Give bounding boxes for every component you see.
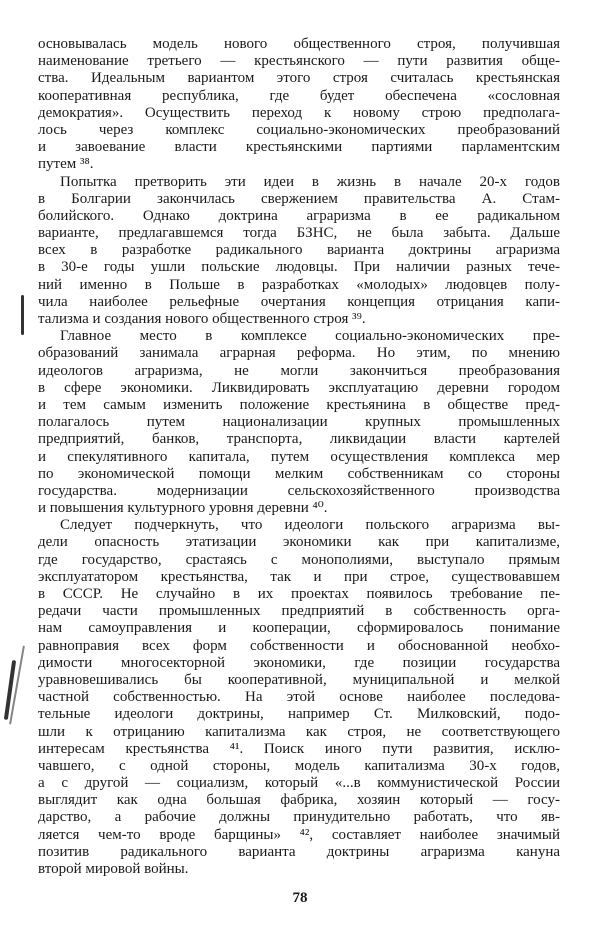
- text-line: дели опасность этатизации экономики как при капитализме,: [38, 534, 560, 551]
- text-line: путем ³⁸.: [38, 156, 94, 173]
- text-line: нам самоуправления и кооперации, сформировалось понимание: [38, 620, 560, 637]
- text-line: Попытка претворить эти идеи в жизнь в начале 20-х годов: [60, 173, 560, 190]
- text-line: эксплуататором крестьянства, так и при строе, существовавшем: [38, 568, 560, 585]
- text-line: по экономической помощи мелким собственникам со стороны: [38, 465, 560, 482]
- paragraph: [38, 174, 560, 329]
- text-line: в сфере экономики. Ликвидировать эксплуатацию деревни городом: [38, 379, 560, 396]
- text-line: тельные идеологи доктрины, например Ст. Милковский, подо-: [38, 706, 560, 723]
- text-line: Главное место в комплексе социально-экономических пре-: [60, 328, 560, 345]
- text-line: тализма и создания нового общественного строя ³⁹.: [38, 311, 366, 327]
- text-line: равноправия всех форм собственности и обоснованной необхо-: [38, 637, 560, 654]
- margin-pencil-mark: [21, 295, 24, 335]
- paragraph: [38, 328, 560, 517]
- text-line: редачи части промышленных предприятий в собственность орга-: [38, 603, 560, 620]
- text-line: и тем самым изменить положение крестьянина в обществе пред-: [38, 396, 560, 413]
- text-line: чила наиболее рельефные очертания концепция отрицания капи-: [38, 293, 560, 310]
- text-line: болийского. Однако доктрина аграризма в ее радикальном: [38, 207, 560, 224]
- text-line: дарство, а рабочие должны принудительно работать, что яв-: [38, 809, 560, 826]
- text-line: интересам крестьянства ⁴¹. Поиск иного пути развития, исклю-: [38, 740, 560, 757]
- text-line: наименование третьего — крестьянского — пути развития обще-: [38, 53, 560, 70]
- text-line: в Болгарии закончилась свержением правительства А. Стам-: [38, 190, 560, 207]
- text-line: шли к отрицанию капитализма как строя, не соответствующего: [38, 723, 560, 740]
- text-line: демократия». Осуществить переход к новому строю предполага-: [38, 104, 560, 121]
- text-line: ляется чем-то вроде барщины» ⁴², составляет наиболее значимый: [38, 826, 560, 843]
- text-line: всех в разработке радикального варианта доктрины аграризма: [38, 242, 560, 259]
- text-line: основывалась модель нового общественного строя, получившая: [38, 36, 560, 52]
- text-line: ний именно в Польше в разработках «молодых» людовцев полу-: [38, 276, 560, 293]
- text-line: идеологов аграризма, не могли закончиться преобразования: [38, 362, 560, 379]
- text-line: полагалось путем национализации крупных промышленных: [38, 414, 560, 431]
- text-line: государства. модернизации сельскохозяйственного производства: [38, 482, 560, 499]
- text-line: в СССР. Не случайно в их проектах появилось требование пе-: [38, 586, 560, 602]
- text-line: предприятий, банков, транспорта, ликвидации власти картелей: [38, 431, 560, 448]
- text-line: и спекулятивного капитала, путем осуществления комплекса мер: [38, 448, 560, 465]
- text-line: чавшего, с одной стороны, модель капитализма 30-х годов,: [38, 757, 560, 774]
- text-line: Следует подчеркнуть, что идеологи польского аграризма вы-: [60, 517, 560, 534]
- paragraph: [38, 36, 560, 174]
- paragraph: [38, 517, 560, 878]
- text-line: частной собственностью. На этой основе наиболее последова-: [38, 689, 560, 706]
- text-line: и повышения культурного уровня деревни ⁴⁰.: [38, 500, 328, 517]
- text-line: и завоевание власти крестьянскими партиями парламентским: [38, 139, 560, 156]
- text-line: где государство, срастаясь с монополиями, выступало прямым: [38, 551, 560, 568]
- text-line: варианте, предлагавшемся тогда БЗНС, не была забыта. Дальше: [38, 225, 560, 242]
- text-line: димости многосекторной экономики, где позиции государства: [38, 654, 560, 671]
- text-line: а с другой — социализм, который «...в коммунистической России: [38, 775, 560, 792]
- text-line: выглядит как одна большая фабрика, хозяин который — госу-: [38, 792, 560, 809]
- text-line: кооперативная республика, где будет обеспечена «сословная: [38, 87, 560, 104]
- page-number: 78: [292, 890, 308, 906]
- page-body-text: [38, 36, 560, 878]
- text-line: второй мировой войны.: [38, 861, 189, 877]
- text-line: образований занимала аграрная реформа. Но этим, по мнению: [38, 345, 560, 362]
- text-line: ства. Идеальным вариантом этого строя считалась крестьянская: [38, 70, 560, 87]
- text-line: лось через комплекс социально-экономических преобразований: [38, 121, 560, 138]
- text-line: позитив радикального варианта доктрины аграризма кануна: [38, 843, 560, 860]
- text-line: в 30-е годы ушли польские людовцы. При наличии разных тече-: [38, 259, 560, 276]
- text-line: уравновешивались бы кооперативной, муниципальной и мелкой: [38, 671, 560, 688]
